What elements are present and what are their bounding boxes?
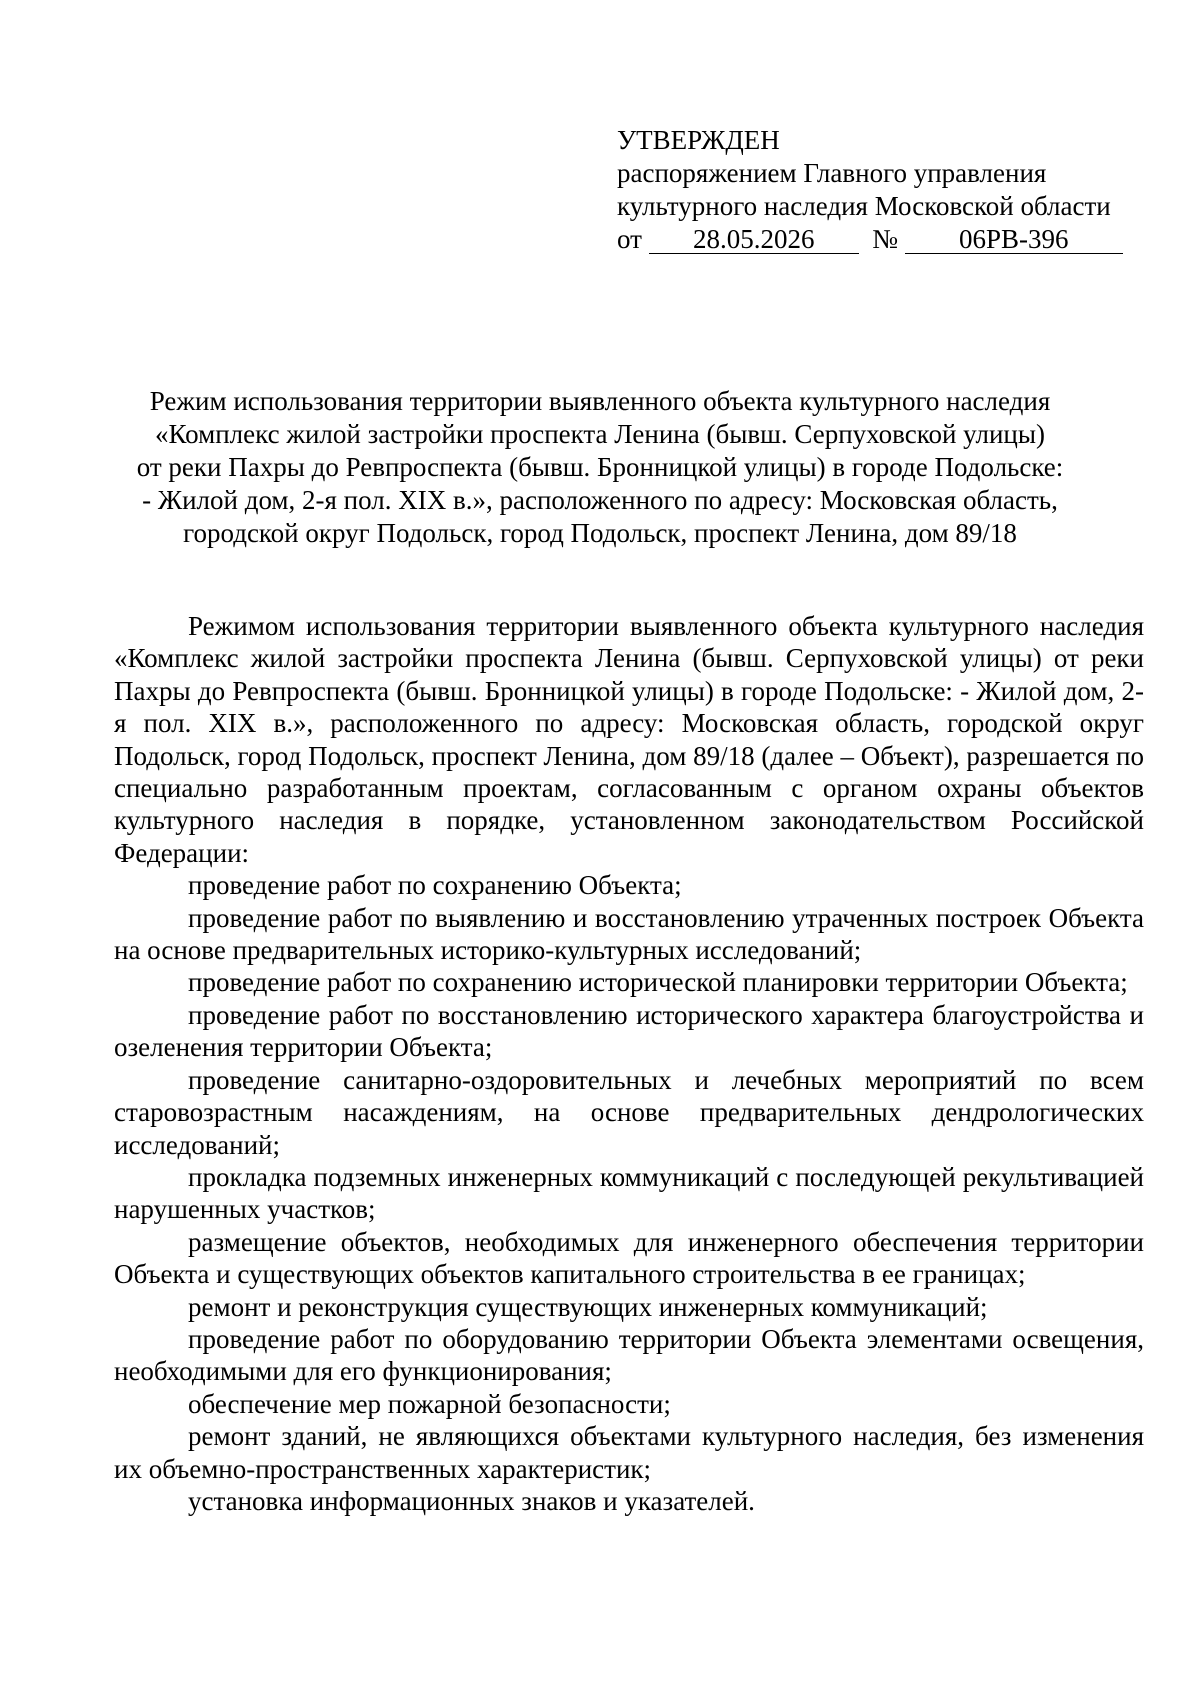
list-item: размещение объектов, необходимых для инженерного обеспечения территории Объекта и существующих объектов капитального строительства в ее границах; xyxy=(114,1226,1144,1290)
document-body xyxy=(114,610,1144,1517)
number-prefix: № xyxy=(872,224,898,254)
body-intro-paragraph: Режимом использования территории выявленного объекта культурного наследия «Комплекс жилой застройки проспекта Ленина (бывш. Серпуховской улицы) от реки Пахры до Ревпроспекта (бывш. Бронницкой улицы) в городе Подольске: - Жилой дом, 2-я пол. XIX в.», расположенного по адресу: Московская область, городской округ Подольск, город Подольск, проспект Ленина, дом 89/18 (далее – Объект), разрешается по специально разработанным проектам, согласованным с органом охраны объектов культурного наследия в порядке, установленном законодательством Российской Федерации: xyxy=(114,611,1144,868)
approval-block xyxy=(617,124,1137,256)
title-line: городской округ Подольск, город Подольск, проспект Ленина, дом 89/18 xyxy=(183,518,1017,548)
date-prefix: от xyxy=(617,224,642,254)
list-item: проведение работ по восстановлению исторического характера благоустройства и озеленения территории Объекта; xyxy=(114,999,1144,1063)
approval-date-line xyxy=(617,223,1137,256)
list-item: проведение работ по оборудованию территории Объекта элементами освещения, необходимыми для его функционирования; xyxy=(114,1323,1144,1387)
list-item: ремонт и реконструкция существующих инженерных коммуникаций; xyxy=(188,1291,988,1322)
list-item: установка информационных знаков и указателей. xyxy=(188,1485,755,1516)
approval-line-2: культурного наследия Московской области xyxy=(617,191,1111,221)
document-title xyxy=(100,385,1100,550)
approval-date: 28.05.2026 xyxy=(649,225,859,254)
list-item: обеспечение мер пожарной безопасности; xyxy=(188,1388,671,1419)
title-line: - Жилой дом, 2-я пол. XIX в.», расположенного по адресу: Московская область, xyxy=(142,485,1058,515)
title-line: от реки Пахры до Ревпроспекта (бывш. Бронницкой улицы) в городе Подольске: xyxy=(136,452,1064,482)
title-line: «Комплекс жилой застройки проспекта Ленина (бывш. Серпуховской улицы) xyxy=(155,419,1045,449)
list-item: проведение санитарно-оздоровительных и лечебных мероприятий по всем старовозрастным насаждениям, на основе предварительных дендрологических исследований; xyxy=(114,1064,1144,1160)
list-item: ремонт зданий, не являющихся объектами культурного наследия, без изменения их объемно-пространственных характеристик; xyxy=(114,1421,1144,1484)
list-item: прокладка подземных инженерных коммуникаций с последующей рекультивацией нарушенных участков; xyxy=(114,1161,1144,1225)
list-item: проведение работ по сохранению исторической планировки территории Объекта; xyxy=(188,967,1128,998)
approval-status: УТВЕРЖДЕН xyxy=(617,125,780,155)
title-line: Режим использования территории выявленного объекта культурного наследия xyxy=(149,386,1051,416)
approval-line-1: распоряжением Главного управления xyxy=(617,158,1047,188)
list-item: проведение работ по сохранению Объекта; xyxy=(188,870,682,901)
approval-number: 06РВ-396 xyxy=(905,225,1123,254)
list-item: проведение работ по выявлению и восстановлению утраченных построек Объекта на основе предварительных историко-культурных исследований; xyxy=(114,902,1144,966)
